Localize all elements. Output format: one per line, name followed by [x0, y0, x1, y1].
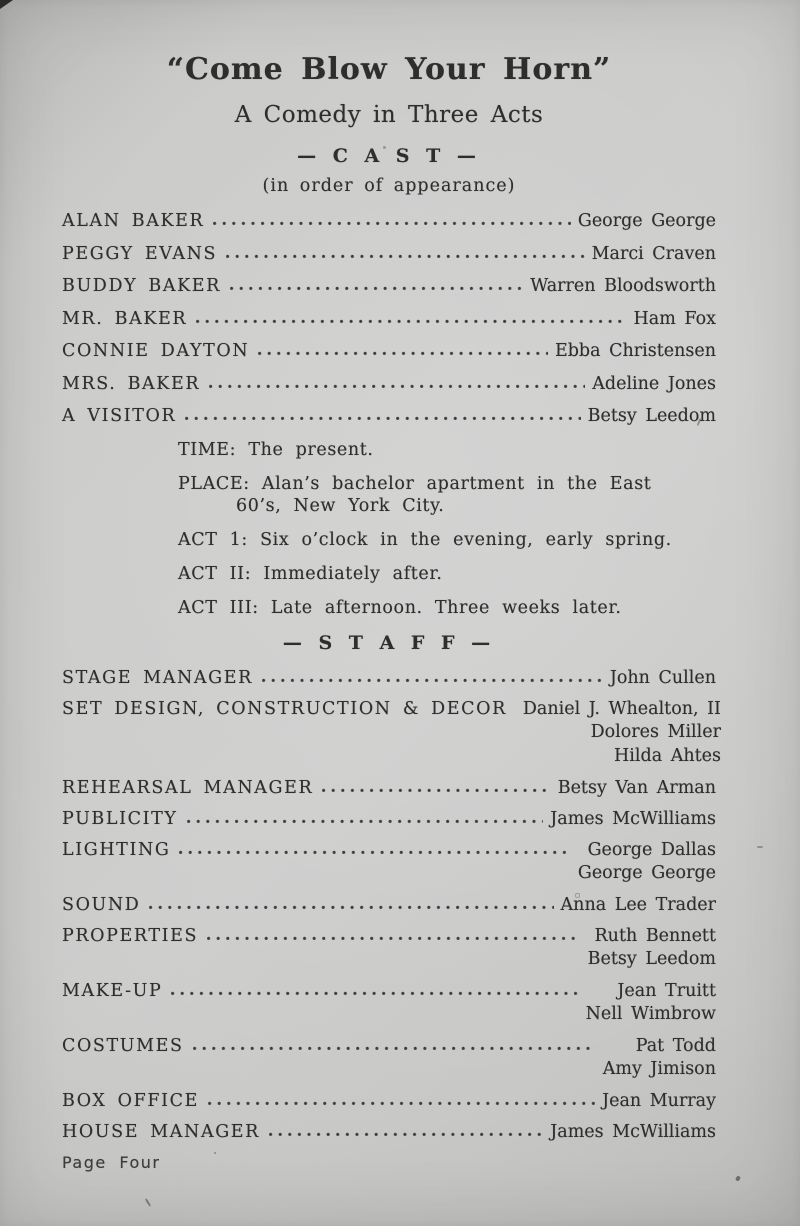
cast-row	[62, 341, 716, 362]
detail-label: ACT 1:	[178, 529, 248, 550]
staff-name: Jean Truitt	[617, 980, 716, 1001]
staff-row	[62, 840, 716, 885]
staff-name: Jean Murray	[602, 1090, 716, 1111]
staff-name: Hilda Ahtes	[614, 745, 721, 766]
staff-names	[588, 926, 716, 971]
staff-name: Dolores Miller	[590, 721, 721, 742]
dotted-leader	[262, 670, 603, 683]
staff-name: Anna Lee Trader	[560, 894, 716, 915]
detail-label: ACT III:	[178, 597, 259, 618]
staff-names	[558, 778, 716, 799]
paper-speck	[757, 846, 763, 848]
detail-text: Late afternoon. Three weeks later.	[270, 597, 622, 618]
cast-row	[62, 211, 716, 232]
staff-names	[586, 981, 716, 1026]
cast-role: MR. BAKER	[62, 308, 188, 329]
staff-name: James McWilliams	[550, 1121, 716, 1142]
detail-text: Alan’s bachelor apartment in the East	[261, 473, 652, 494]
page-subtitle: A Comedy in Three Acts	[234, 102, 544, 128]
staff-name: Betsy Van Arman	[557, 777, 716, 798]
staff-name: George Dallas	[587, 839, 716, 860]
detail-text: Immediately after.	[263, 563, 443, 584]
detail-row	[178, 473, 716, 517]
staff-role: SOUND	[62, 894, 141, 915]
staff-names	[578, 840, 716, 885]
staff-role: HOUSE MANAGER	[62, 1121, 260, 1142]
detail-text: Six o’clock in the evening, early spring.	[260, 529, 672, 550]
dotted-leader	[208, 1093, 595, 1106]
staff-row	[62, 1036, 716, 1081]
dotted-leader	[322, 780, 550, 793]
cast-actor: George George	[577, 211, 716, 231]
staff-name: Ruth Bennett	[594, 925, 716, 946]
staff-names	[610, 668, 716, 689]
staff-role: SET DESIGN, CONSTRUCTION & DECOR	[62, 698, 507, 719]
cast-heading: — C A S T —	[297, 145, 481, 167]
cast-actor: Ebba Christensen	[554, 341, 716, 361]
dotted-leader	[226, 246, 585, 259]
dotted-leader	[196, 311, 626, 324]
dotted-leader	[179, 842, 570, 855]
staff-names	[550, 809, 716, 830]
staff-name: Pat Todd	[635, 1035, 716, 1056]
program-content	[62, 0, 721, 1172]
staff-row	[62, 809, 716, 830]
photo-corner-shadow	[0, 0, 13, 9]
cast-list	[62, 211, 716, 427]
paper-speck	[145, 1198, 151, 1207]
cast-actor: Ham Fox	[633, 308, 716, 329]
dotted-leader	[193, 1038, 596, 1051]
detail-label: ACT II:	[178, 563, 252, 584]
cast-role: MRS. BAKER	[62, 373, 201, 394]
staff-role: LIGHTING	[62, 839, 171, 860]
dotted-leader	[185, 408, 580, 421]
cast-role: PEGGY EVANS	[62, 243, 218, 264]
dotted-leader	[149, 897, 553, 910]
staff-name: Daniel J. Whealton, II	[522, 698, 721, 719]
detail-row	[178, 439, 716, 461]
staff-row	[62, 981, 716, 1026]
staff-name: John Cullen	[609, 667, 716, 688]
staff-role: REHEARSAL MANAGER	[62, 777, 314, 798]
cast-row	[62, 406, 716, 427]
staff-name: Amy Jimison	[602, 1058, 716, 1079]
detail-text: The present.	[248, 439, 374, 460]
dotted-leader	[269, 1124, 543, 1137]
cast-row	[62, 276, 716, 297]
dotted-leader	[230, 278, 523, 291]
staff-row	[62, 668, 716, 689]
staff-names	[561, 895, 716, 916]
paper-speck	[735, 1175, 741, 1181]
staff-names	[550, 1122, 716, 1143]
detail-label: PLACE:	[178, 473, 250, 494]
staff-names	[603, 1036, 716, 1081]
staff-row	[62, 778, 716, 799]
cast-note: (in order of appearance)	[262, 176, 516, 196]
production-details	[178, 439, 716, 619]
staff-role: PROPERTIES	[62, 925, 199, 946]
page-number: Page Four	[62, 1152, 161, 1172]
staff-row	[62, 895, 716, 916]
detail-row	[178, 529, 716, 551]
staff-name: Nell Wimbrow	[585, 1003, 716, 1024]
cast-actor: Betsy Leedom	[587, 406, 716, 426]
staff-list	[62, 667, 721, 1143]
staff-row	[62, 1091, 716, 1112]
staff-role: PUBLICITY	[62, 808, 178, 829]
cast-role: ALAN BAKER	[62, 211, 205, 231]
dotted-leader	[258, 343, 548, 356]
page-title: “Come Blow Your Horn”	[166, 52, 612, 87]
staff-row	[62, 698, 721, 768]
detail-label: TIME:	[178, 439, 237, 460]
staff-role: MAKE-UP	[62, 980, 163, 1001]
detail-text: 60’s, New York City.	[236, 495, 445, 516]
cast-role: CONNIE DAYTON	[62, 341, 250, 361]
dotted-leader	[171, 983, 578, 996]
dotted-leader	[187, 811, 544, 824]
staff-name: James McWilliams	[550, 808, 716, 829]
staff-names	[523, 699, 721, 768]
cast-actor: Warren Bloodsworth	[530, 276, 716, 296]
staff-name: Betsy Leedom	[587, 948, 716, 969]
staff-row	[62, 926, 716, 971]
dotted-leader	[209, 376, 585, 389]
cast-actor: Adeline Jones	[592, 373, 716, 394]
cast-role: BUDDY BAKER	[62, 276, 221, 296]
dotted-leader	[213, 213, 571, 226]
staff-names	[602, 1091, 716, 1112]
dotted-leader	[207, 928, 581, 941]
cast-row	[62, 309, 716, 330]
staff-heading: — S T A F F —	[282, 631, 496, 654]
staff-role: BOX OFFICE	[62, 1090, 199, 1111]
cast-row	[62, 244, 716, 265]
staff-name: George George	[577, 862, 716, 883]
staff-role: STAGE MANAGER	[62, 667, 253, 688]
staff-row	[62, 1122, 716, 1143]
staff-role: COSTUMES	[62, 1035, 184, 1056]
cast-row	[62, 374, 716, 395]
detail-row	[178, 597, 716, 619]
cast-actor: Marci Craven	[591, 243, 716, 264]
cast-role: A VISITOR	[62, 406, 177, 426]
detail-row	[178, 563, 716, 585]
